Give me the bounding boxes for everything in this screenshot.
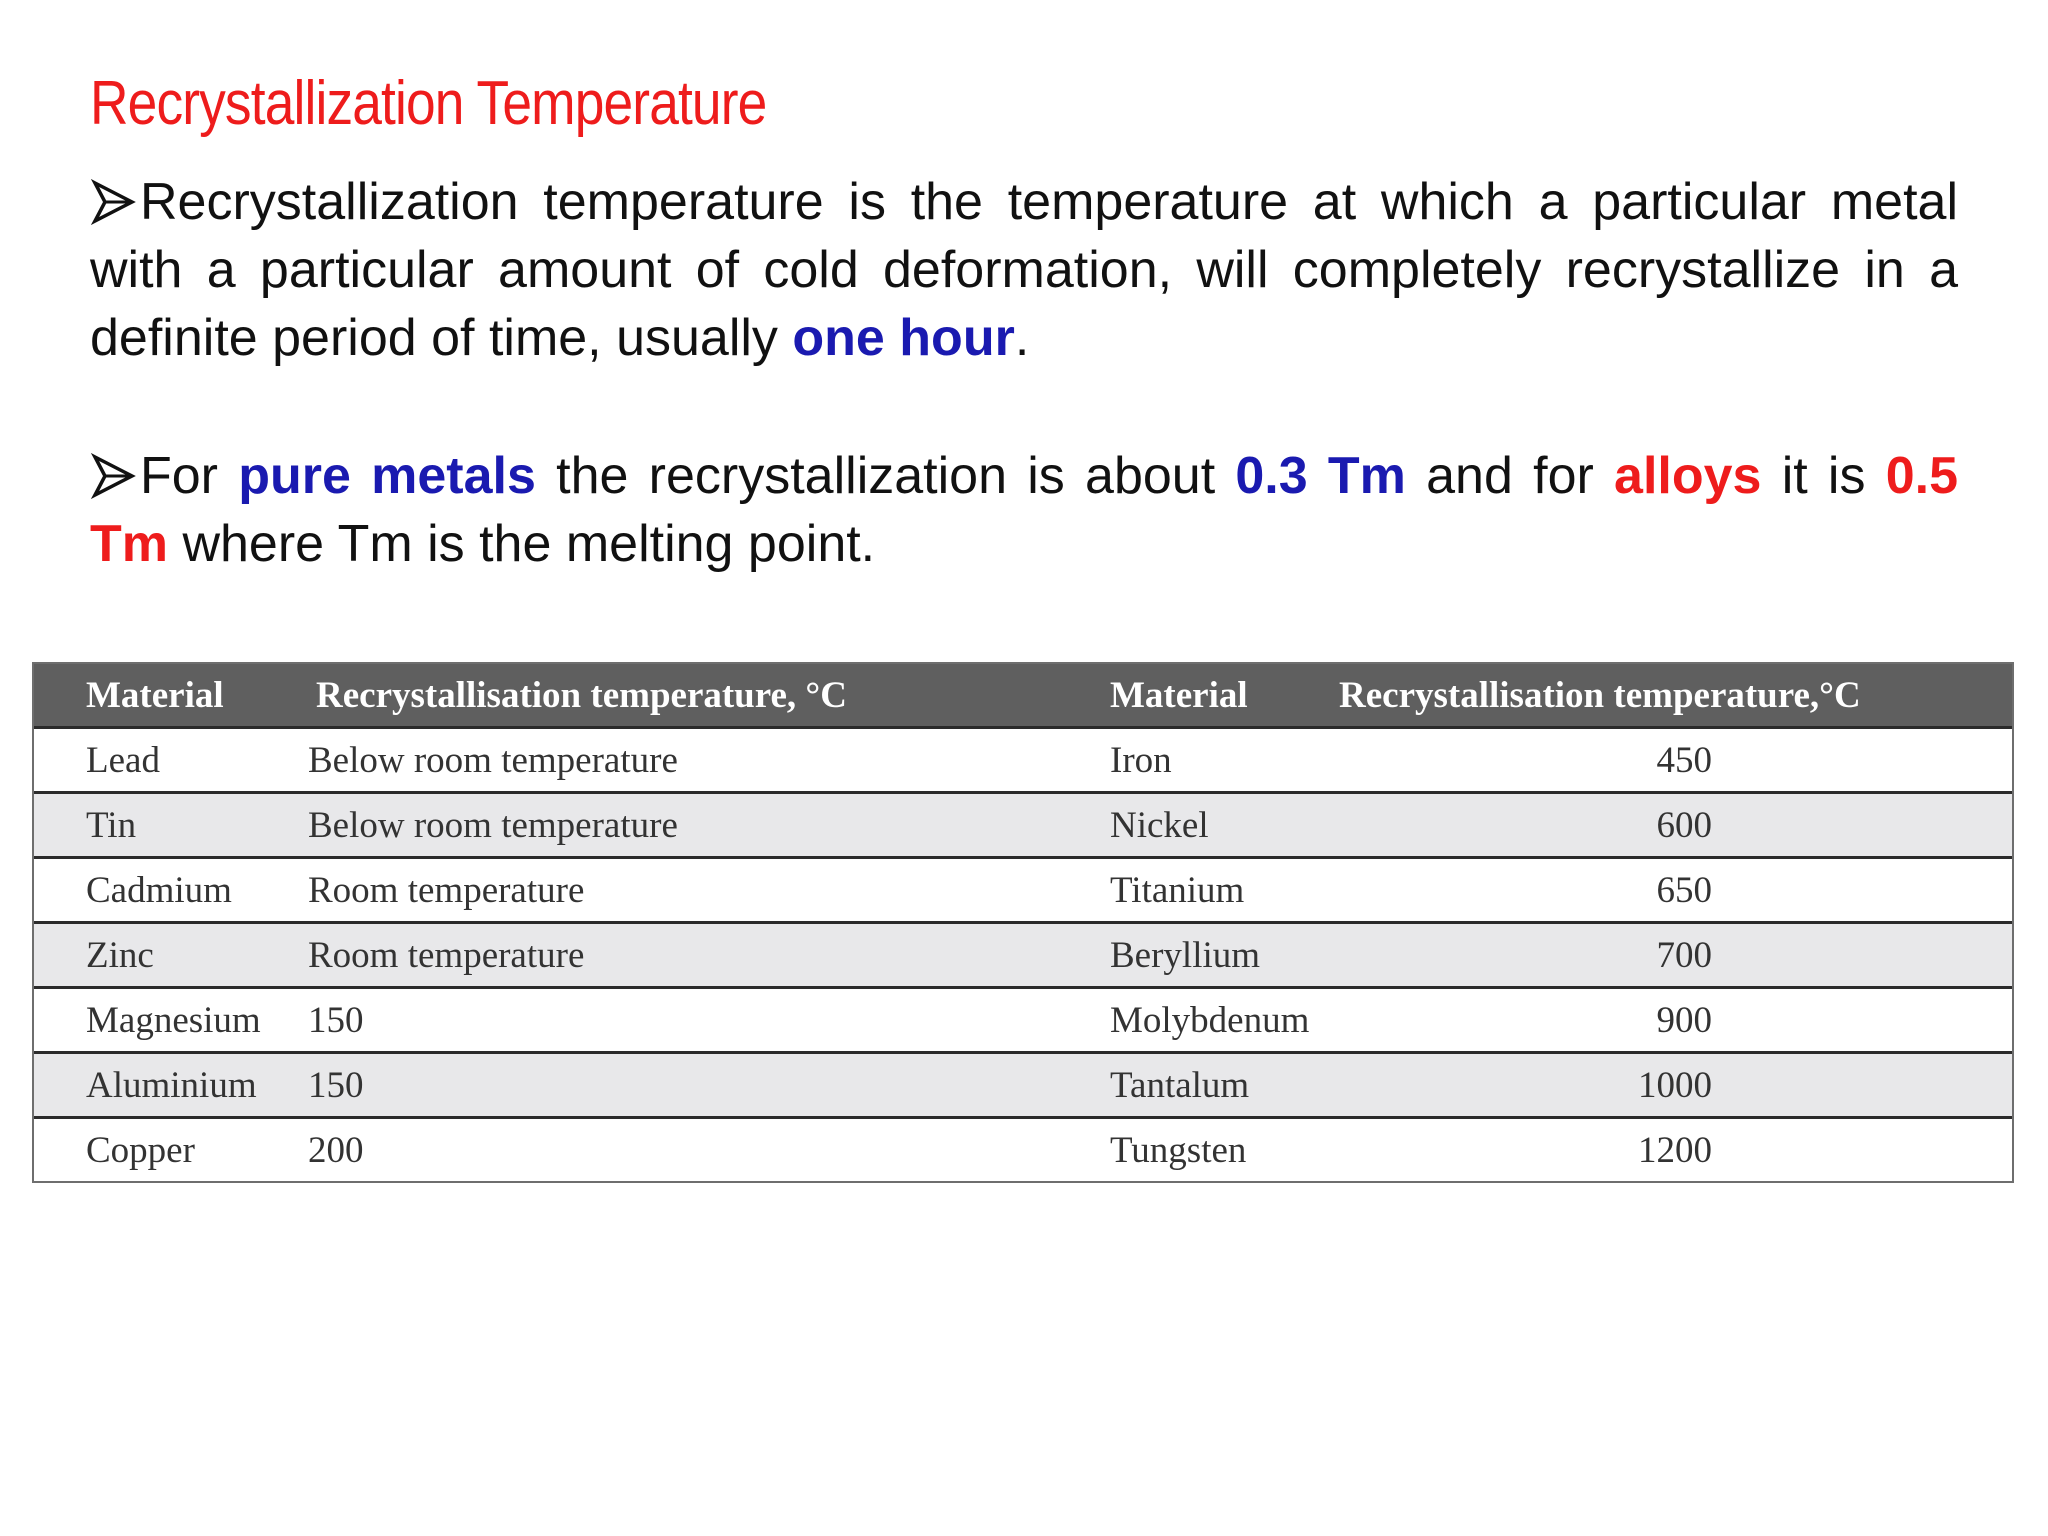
temperature-cell: Below room temperature xyxy=(304,728,1044,793)
alloys-highlight: alloys xyxy=(1614,447,1762,505)
arrow-bullet-icon xyxy=(90,453,136,499)
temperature-cell: 1000 xyxy=(1309,1053,2012,1118)
paragraph1-text: Recrystallization temperature is the temperature at which a particular metal with a particular amount of cold deformation, will completely recrystallize in a definite period of time, usually xyxy=(90,173,1958,367)
temperature-cell: 1200 xyxy=(1309,1118,2012,1182)
temperature-cell: 900 xyxy=(1309,988,2012,1053)
material-cell: Nickel xyxy=(1044,793,1309,858)
paragraph-recrystallization-definition xyxy=(90,168,1958,372)
one-hour-highlight: one hour xyxy=(792,309,1015,367)
temperature-cell: 650 xyxy=(1309,858,2012,923)
header-material-1: Material xyxy=(34,664,304,728)
material-cell: Aluminium xyxy=(34,1053,304,1118)
paragraph2-part2: the recrystallization is about xyxy=(535,447,1236,505)
pure-metals-highlight: pure metals xyxy=(238,447,536,505)
material-cell: Magnesium xyxy=(34,988,304,1053)
material-cell: Lead xyxy=(34,728,304,793)
material-cell: Molybdenum xyxy=(1044,988,1309,1053)
material-cell: Cadmium xyxy=(34,858,304,923)
table-row xyxy=(34,988,2012,1053)
header-material-2: Material xyxy=(1044,664,1309,728)
slide-title: Recrystallization Temperature xyxy=(90,69,767,138)
alloys-value: 0.5 Tm xyxy=(90,447,1959,573)
material-cell: Zinc xyxy=(34,923,304,988)
temperature-cell: 700 xyxy=(1309,923,2012,988)
table-row xyxy=(34,1053,2012,1118)
table-header-row xyxy=(34,664,2012,728)
temperature-cell: 600 xyxy=(1309,793,2012,858)
material-cell: Copper xyxy=(34,1118,304,1182)
paragraph2-part5: where Tm is the melting point. xyxy=(168,515,876,573)
table xyxy=(34,664,2012,1181)
recrystallisation-table xyxy=(32,662,2014,1183)
temperature-cell: 200 xyxy=(304,1118,1044,1182)
header-temperature-2: Recrystallisation temperature,°C xyxy=(1309,664,2012,728)
header-temperature-1: Recrystallisation temperature, °C xyxy=(304,664,1044,728)
table-row xyxy=(34,1118,2012,1182)
temperature-cell: 150 xyxy=(304,1053,1044,1118)
paragraph2-part3: and for xyxy=(1405,447,1615,505)
material-cell: Titanium xyxy=(1044,858,1309,923)
material-cell: Tin xyxy=(34,793,304,858)
paragraph2-part4: it is xyxy=(1761,447,1886,505)
material-cell: Tantalum xyxy=(1044,1053,1309,1118)
arrow-bullet-icon xyxy=(90,179,136,225)
table-row xyxy=(34,793,2012,858)
paragraph1-end: . xyxy=(1014,309,1030,367)
table-row xyxy=(34,858,2012,923)
paragraph-pure-metals-alloys xyxy=(90,442,1958,578)
temperature-cell: 450 xyxy=(1309,728,2012,793)
temperature-cell: Room temperature xyxy=(304,858,1044,923)
temperature-cell: Below room temperature xyxy=(304,793,1044,858)
table-row xyxy=(34,728,2012,793)
pure-metals-value: 0.3 Tm xyxy=(1235,447,1406,505)
material-cell: Tungsten xyxy=(1044,1118,1309,1182)
temperature-cell: 150 xyxy=(304,988,1044,1053)
material-cell: Beryllium xyxy=(1044,923,1309,988)
paragraph2-part1: For xyxy=(140,447,239,505)
material-cell: Iron xyxy=(1044,728,1309,793)
temperature-cell: Room temperature xyxy=(304,923,1044,988)
table-row xyxy=(34,923,2012,988)
